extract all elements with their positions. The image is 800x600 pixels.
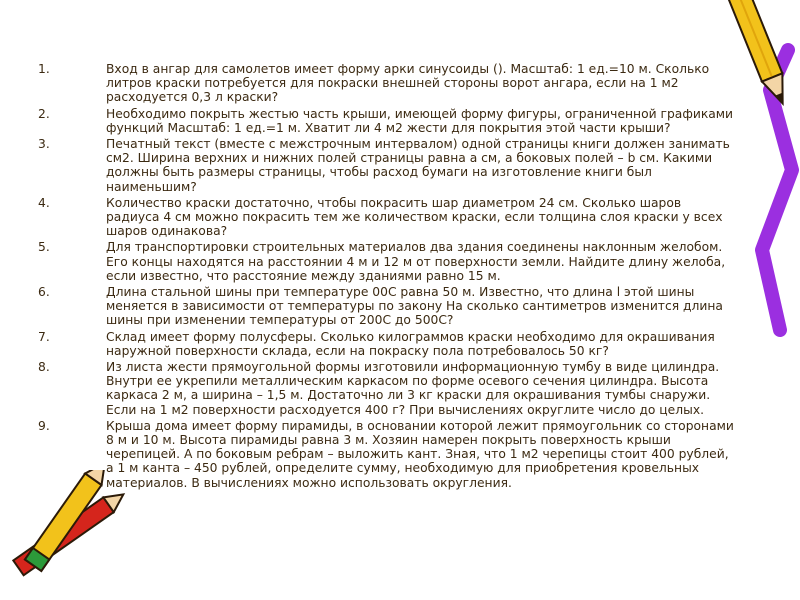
- task-list: [38, 62, 738, 490]
- list-item: [38, 330, 738, 358]
- item-text: Склад имеет форму полусферы. Сколько килограммов краски необходимо для окрашивания наружной поверхности склада, если на покраску пола потребовалось 50 кг?: [106, 329, 715, 358]
- item-text: Из листа жести прямоугольной формы изготовили информационную тумбу в виде цилиндра. Внутри ее укрепили металлическим каркасом по форме осевого сечения цилиндра. Высота каркаса 2 м, а ширина – 1,5 м. Достаточно ли 3 кг краски для окрашивания тумбы снаружи. Если на 1 м2 поверхности расходуется 400 г? При вычислениях округлите число до целых.: [106, 360, 720, 417]
- item-text: Длина стальной шины при температуре 00С равна 50 м. Известно, что длина l этой шины меняется в зависимости от температуры по закону На сколько сантиметров изменится длина шины при изменении температуры от 200С до 500С?: [106, 285, 723, 328]
- list-item: [38, 107, 738, 135]
- list-item: [38, 360, 738, 417]
- item-number: 5.: [38, 240, 50, 255]
- item-text: Количество краски достаточно, чтобы покрасить шар диаметром 24 см. Сколько шаров радиуса 4 см можно покрасить тем же количеством краски, если толщина слоя краски у всех шаров одинакова?: [106, 195, 723, 239]
- list-item: [38, 240, 738, 283]
- item-number: 3.: [38, 137, 50, 152]
- list-item: [38, 196, 738, 239]
- item-text: Необходимо покрыть жестью часть крыши, имеющей форму фигуры, ограниченной графиками функций Масштаб: 1 ед.=1 м. Хватит ли 4 м2 жести для покрытия этой части крыши?: [106, 106, 734, 135]
- item-text: Печатный текст (вместе с межстрочным интервалом) одной страницы книги должен занимать см2. Ширина верхних и нижних полей страницы равна а см, а боковых полей – b см. Какими должны быть размеры страницы, чтобы расход бумаги на изготовление книги был наименьшим?: [106, 137, 730, 194]
- list-item: [38, 285, 738, 328]
- list-item: [38, 62, 738, 105]
- item-number: 8.: [38, 360, 50, 375]
- item-number: 1.: [38, 62, 50, 76]
- item-number: 4.: [38, 195, 50, 210]
- item-number: 6.: [38, 285, 50, 300]
- item-number: 2.: [38, 106, 50, 121]
- item-text: Вход в ангар для самолетов имеет форму арки синусоиды (). Масштаб: 1 ед.=10 м. Сколько литров краски потребуется для покраски внешней стороны ворот ангара, если на 1 м2 расходуется 0,3 л краски?: [106, 62, 710, 105]
- item-text: Для транспортировки строительных материалов два здания соединены наклонным желобом. Его концы находятся на расстоянии 4 м и 12 м от поверхности земли. Найдите длину желоба, если известно, что расстояние между зданиями равно 15 м.: [106, 240, 726, 283]
- item-number: 9.: [38, 418, 50, 433]
- item-text: Крыша дома имеет форму пирамиды, в основании которой лежит прямоугольник со сторонами 8 м и 10 м. Высота пирамиды равна 3 м. Хозяин намерен покрыть поверхность крыши черепицей. А по боковым ребрам – выложить кант. Зная, что 1 м2 черепицы стоит 400 рублей, а 1 м канта – 450 рублей, определите сумму, необходимую для приобретения кровельных материалов. В вычислениях можно использовать округления.: [106, 418, 734, 490]
- list-item: [38, 419, 738, 490]
- item-number: 7.: [38, 329, 50, 344]
- list-item: [38, 137, 738, 194]
